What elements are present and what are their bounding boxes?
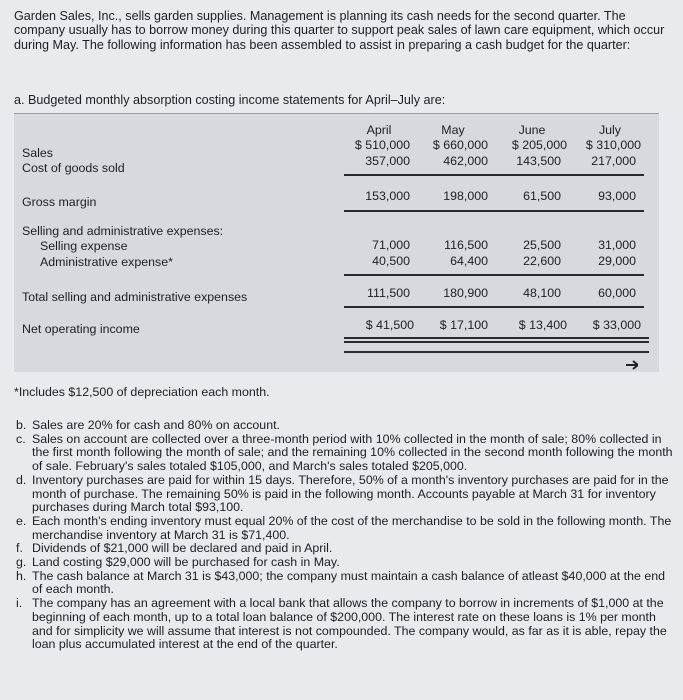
admin-april: 40,500 bbox=[372, 254, 410, 268]
noi-april: $ 41,500 bbox=[365, 318, 414, 332]
row-label-admin: Administrative expense* bbox=[40, 255, 173, 269]
rule-under-gross-margin bbox=[344, 210, 644, 212]
total-sga-april: 111,500 bbox=[367, 286, 410, 300]
noi-june: $ 13,400 bbox=[518, 318, 567, 332]
list-item: h. The cash balance at March 31 is $43,000; the company must maintain a cash balance of atleast $40,000 at the end of each month. bbox=[16, 568, 666, 597]
cogs-june: 143,500 bbox=[516, 154, 561, 168]
row-label-sga-header: Selling and administrative expenses: bbox=[22, 224, 224, 238]
list-item: c. Sales on account are collected over a three-month period with 10% collected in the month of sale; 80% collected in the first month following the month of sale; and the remaining 10% collected in the second month following the month of sale. February's sales totaled $105,000, and March's sales totaled $205,000. bbox=[16, 431, 673, 474]
selling-july: 31,000 bbox=[598, 238, 636, 252]
footnote: *Includes $12,500 of depreciation each month. bbox=[14, 385, 270, 399]
income-statement-table bbox=[14, 113, 659, 372]
header-july: July bbox=[598, 123, 622, 137]
assumptions-list bbox=[16, 419, 676, 652]
row-label-sales: Sales bbox=[22, 146, 53, 160]
rule-double-3 bbox=[344, 351, 649, 353]
cogs-may: 462,000 bbox=[443, 154, 488, 168]
list-item: d. Inventory purchases are paid for within 15 days. Therefore, 50% of a month's inventory purchases are paid for in the month of purchase. The remaining 50% is paid in the following month. Accounts payable at March 31 for inventory purchases during March total $93,100. bbox=[16, 472, 669, 515]
list-item: i. The company has an agreement with a local bank that allows the company to borrow in increments of $1,000 at the beginning of each month, up to a total loan balance of $200,000. The interest rate on these loans is 1% per month and for simplicity we will assume that interest is not compounded. The company would, as far as it is able, repay the loan plus accumulated interest at the end of the quarter. bbox=[16, 596, 667, 652]
sales-june: $ 205,000 bbox=[511, 138, 567, 152]
selling-may: 116,500 bbox=[444, 238, 488, 252]
total-sga-june: 48,100 bbox=[523, 286, 561, 300]
rule-double-2 bbox=[344, 341, 649, 343]
list-item: f. Dividends of $21,000 will be declared and paid in April. bbox=[16, 541, 333, 556]
admin-may: 64,400 bbox=[450, 254, 488, 268]
rule-under-admin bbox=[344, 274, 644, 276]
intro-paragraph: Garden Sales, Inc., sells garden supplies. Management is planning its cash needs for the second quarter. The company usually has to borrow money during this quarter to support peak sales of lawn care equipment, which occur during May. The following information has been assembled to assist in preparing a cash budget for the quarter: bbox=[14, 9, 665, 52]
gm-july: 93,000 bbox=[598, 189, 636, 203]
row-label-selling: Selling expense bbox=[40, 239, 128, 253]
noi-july: $ 33,000 bbox=[592, 318, 641, 332]
admin-july: 29,000 bbox=[598, 254, 636, 268]
total-sga-may: 180,900 bbox=[443, 286, 488, 300]
part-a-heading: a. Budgeted monthly absorption costing income statements for April–July are: bbox=[14, 93, 446, 107]
list-item: e. Each month's ending inventory must equal 20% of the cost of the merchandise to be sold in the following month. The merchandise inventory at March 31 is $71,400. bbox=[16, 513, 672, 542]
rule-under-total-sga bbox=[344, 306, 644, 308]
row-label-cogs: Cost of goods sold bbox=[22, 161, 125, 175]
gm-june: 61,500 bbox=[523, 189, 561, 203]
selling-june: 25,500 bbox=[523, 238, 561, 252]
row-label-noi: Net operating income bbox=[22, 322, 140, 336]
admin-june: 22,600 bbox=[523, 254, 561, 268]
cogs-july: 217,000 bbox=[591, 154, 636, 168]
gm-april: 153,000 bbox=[365, 189, 410, 203]
header-may: May bbox=[441, 123, 465, 137]
sales-april: $ 510,000 bbox=[354, 138, 410, 152]
selling-april: 71,000 bbox=[372, 238, 410, 252]
header-april: April bbox=[366, 123, 392, 137]
list-item: g. Land costing $29,000 will be purchased for cash in May. bbox=[16, 555, 340, 570]
rule-double-1 bbox=[344, 337, 649, 339]
sales-july: $ 310,000 bbox=[585, 138, 641, 152]
noi-may: $ 17,100 bbox=[439, 318, 488, 332]
rule-under-cogs bbox=[344, 174, 644, 176]
cogs-april: 357,000 bbox=[365, 154, 410, 168]
header-june: June bbox=[518, 123, 546, 137]
list-item: b. Sales are 20% for cash and 80% on account. bbox=[16, 418, 280, 432]
sales-may: $ 660,000 bbox=[432, 138, 488, 152]
row-label-gross-margin: Gross margin bbox=[22, 195, 97, 209]
row-label-total-sga: Total selling and administrative expenses bbox=[22, 290, 248, 304]
cursor-arrow-icon bbox=[626, 360, 638, 370]
total-sga-july: 60,000 bbox=[598, 286, 636, 300]
gm-may: 198,000 bbox=[443, 189, 488, 203]
